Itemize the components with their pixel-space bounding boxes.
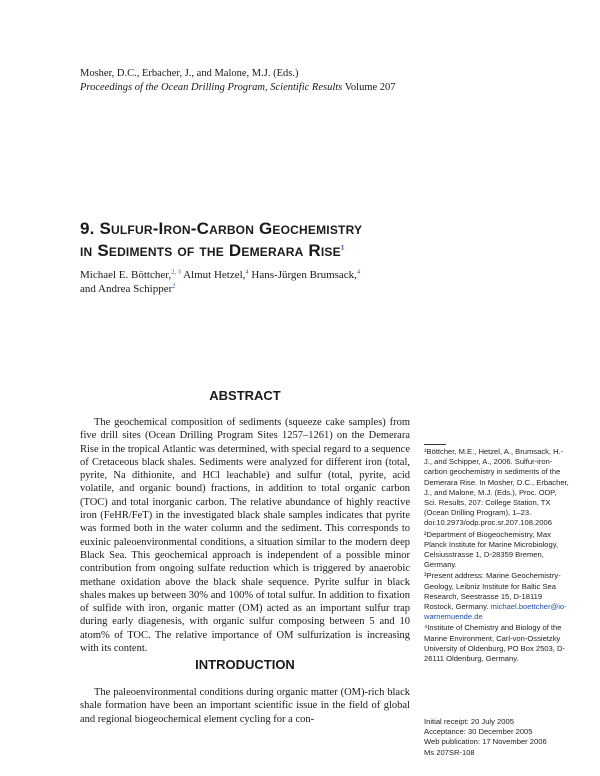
introduction-text: The paleoenvironmental conditions during organic matter (OM)-rich black shale formation have been an important scientific issue in the field of global and regional biogeochemical element cycling for a con- [80, 687, 410, 725]
footnote-3: ³Present address: Marine Geochemistry-Geology, Leibniz Institute for Baltic Sea Research, Seestrasse 15, D-18119 Rostock, Germany. michael.boettcher@io-warnemuende.de [424, 571, 567, 622]
title-line-1: 9. Sulfur-Iron-Carbon Geochemistry [80, 219, 363, 238]
proceedings-title: Proceedings of the Ocean Drilling Program, Scientific Results [80, 82, 343, 93]
introduction-heading: INTRODUCTION [195, 657, 295, 672]
footnote-2: ²Department of Biogeochemistry, Max Planck Institute for Marine Microbiology, Celsiusstrasse 1, D-28359 Bremen, Germany. [424, 529, 559, 570]
author-footnote-link[interactable]: 2, 3 [171, 268, 181, 276]
author-bottcher: Michael E. Böttcher, [80, 269, 172, 281]
footnotes-sidebar [424, 447, 570, 665]
footnote-4: ⁴Institute of Chemistry and Biology of the Marine Environment, Carl-von-Ossietzky University of Oldenburg, PO Box 2503, D-26111 Oldenburg, Germany. [424, 623, 565, 664]
manuscript-number: Ms 207SR-108 [424, 747, 475, 757]
author-schipper: and Andrea Schipper [80, 283, 173, 295]
acceptance-date: Acceptance: 30 December 2005 [424, 727, 533, 737]
volume-number: Volume 207 [344, 82, 396, 93]
initial-receipt: Initial receipt: 20 July 2005 [424, 717, 514, 726]
title-footnote-link[interactable]: 1 [340, 244, 345, 252]
footnote-1: ¹Böttcher, M.E., Hetzel, A., Brumsack, H.-J., and Schipper, A., 2006. Sulfur-iron-carbon geochemistry in sediments of the Demerara Rise. In Mosher, D.C., Erbacher, J., and Malone, M.J. (Eds.), Proc. ODP, Sci. Results, 207: College Station, TX (Ocean Drilling Program), 1–23. doi:10.2973/odp.proc.sr.207.108.2006 [424, 447, 569, 528]
sidebar-rule [424, 444, 446, 445]
abstract-heading: ABSTRACT [209, 388, 281, 403]
author-footnote-link[interactable]: 2 [172, 282, 176, 290]
email-link[interactable]: michael.boettcher@io-warnemuende.de [424, 602, 567, 622]
web-publication-date: Web publication: 17 November 2006 [424, 737, 547, 747]
author-footnote-link[interactable]: 4 [245, 268, 249, 276]
publication-dates [424, 717, 570, 758]
proceedings-line [80, 81, 396, 95]
title-line-2: in Sediments of the Demerara Rise$^1$ [80, 241, 345, 260]
author-hetzel: Almut Hetzel, [180, 269, 246, 281]
abstract-text: The geochemical composition of sediments (squeeze cake samples) from five drill sites (Ocean Drilling Program Sites 1257–1261) on the Demerara Rise in the tropical Atlantic was determined, with special regard to a sequence of Cretaceous black shales. Sediments were analyzed for different iron (total, pyrite, Na dithionite, and HCl leachable) and sulfur (total, pyrite, acid volatile, and organic bound) fractions, in addition to total organic carbon (TOC) and total inorganic carbon. The relative abundance of highly reactive iron (FeHR/FeT) in the investigated black shale samples indicates that pyrite was formed both in the water column and the sediment. This corresponds to euxinic paleoenvironmental conditions, a situation similar to the modern deep Black Sea. This geochemical approach is independent of a possible minor contribution from ongoing sulfate reduction which is triggered by anaerobic methane oxidation above the black shale sequence. Pyrite sulfur in black shales makes up between 30% and 100% of total sulfur. In addition to fixation of sulfide with iron, organic matter (OM) acted as an important sulfur trap during early diagenesis, with organic sulfur composing between 5 and 10 atom% of TOC. The relative importance of OM sulfurization is increasing with its content. [80, 417, 410, 655]
editors-line: Mosher, D.C., Erbacher, J., and Malone, M.J. (Eds.) [80, 68, 299, 79]
author-brumsack: Hans-Jürgen Brumsack, [248, 269, 357, 281]
author-list [80, 268, 420, 296]
paper-title [80, 218, 440, 262]
author-footnote-link[interactable]: 4 [356, 268, 361, 276]
